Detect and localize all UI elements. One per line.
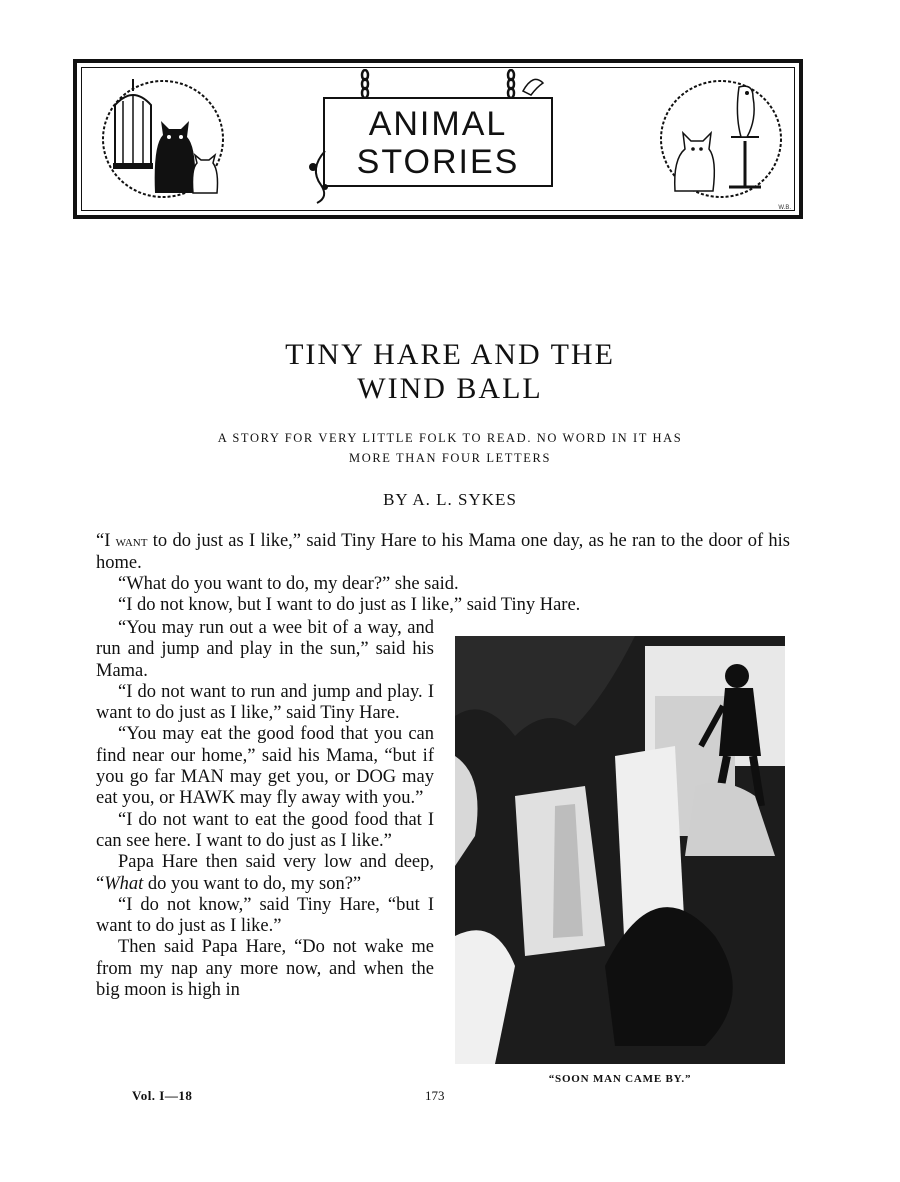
sign-word-stories: STORIES	[356, 143, 520, 181]
column-paragraph: “You may eat the good food that you can find near our home,” said his Mama, “but if you go far MAN may get you, or DOG may eat you, or HAWK may fly away with you.”	[96, 724, 434, 809]
volume-label: Vol. I—18	[132, 1088, 193, 1103]
column-paragraph: “I do not want to run and jump and play. I want to do just as I like,” said Tiny Hare.	[96, 681, 434, 724]
subtitle-line-1: A STORY FOR VERY LITTLE FOLK TO READ. NO WORD IN IT HAS	[217, 431, 683, 445]
white-cat-icon	[675, 133, 715, 191]
papa-pre: Papa Hare then said very low and deep, “	[96, 852, 434, 894]
illustration-caption: “SOON MAN CAME BY.”	[548, 1073, 692, 1085]
paragraph-1-smallcaps: want	[115, 534, 148, 550]
parrot-icon	[729, 86, 761, 187]
left-chain	[362, 70, 368, 98]
column-paragraph-papa	[96, 852, 434, 895]
paragraph-3: “I do not know, but I want to do just as I like,” said Tiny Hare.	[118, 595, 581, 615]
subtitle-line-2: MORE THAN FOUR LETTERS	[349, 451, 551, 465]
column-paragraph: “I do not want to eat the good food that I can see here. I want to do just as I like.”	[96, 809, 434, 851]
title-line-1: TINY HARE AND THE	[285, 338, 615, 371]
animal-stories-banner	[73, 59, 803, 219]
paragraph-1-rest: to do just as I like,” said Tiny Hare to his Mama one day, as he ran to the door of his home.	[96, 531, 790, 573]
squirrel-icon	[523, 79, 543, 95]
paragraph-2: “What do you want to do, my dear?” she said.	[118, 574, 459, 594]
papa-italic: What	[104, 873, 144, 894]
column-paragraph: “I do not know,” said Tiny Hare, “but I want to do just as I like.”	[96, 894, 434, 937]
vine-ornament	[303, 149, 333, 205]
title-line-2: WIND BALL	[357, 372, 543, 405]
right-medallion	[655, 75, 787, 203]
article-title	[0, 338, 900, 406]
article-subtitle	[150, 428, 750, 468]
right-chain	[508, 70, 514, 98]
sign-word-animal: ANIMAL	[368, 105, 508, 143]
column-paragraph: Then said Papa Hare, “Do not wake me from my nap any more now, and when the big moon is high in	[96, 937, 434, 1001]
birdcage-icon	[113, 79, 153, 169]
man-walking-through-woods-icon	[455, 636, 785, 1064]
papa-post: do you want to do, my son?”	[143, 873, 362, 894]
artist-initials: W.B.	[778, 205, 791, 211]
story-illustration	[455, 636, 785, 1064]
page-number: 173	[425, 1088, 445, 1103]
black-cat-icon	[155, 121, 196, 193]
paragraph-1	[96, 531, 790, 574]
left-medallion	[97, 75, 229, 203]
paragraph-1-open: “I	[96, 531, 116, 551]
left-text-column	[96, 618, 434, 1001]
animal-stories-sign	[323, 97, 553, 187]
byline: BY A. L. SYKES	[383, 490, 517, 509]
column-paragraph: “You may run out a wee bit of a way, and run and jump and play in the sun,” said his Mama.	[96, 618, 434, 681]
white-kitten-icon	[193, 155, 218, 193]
